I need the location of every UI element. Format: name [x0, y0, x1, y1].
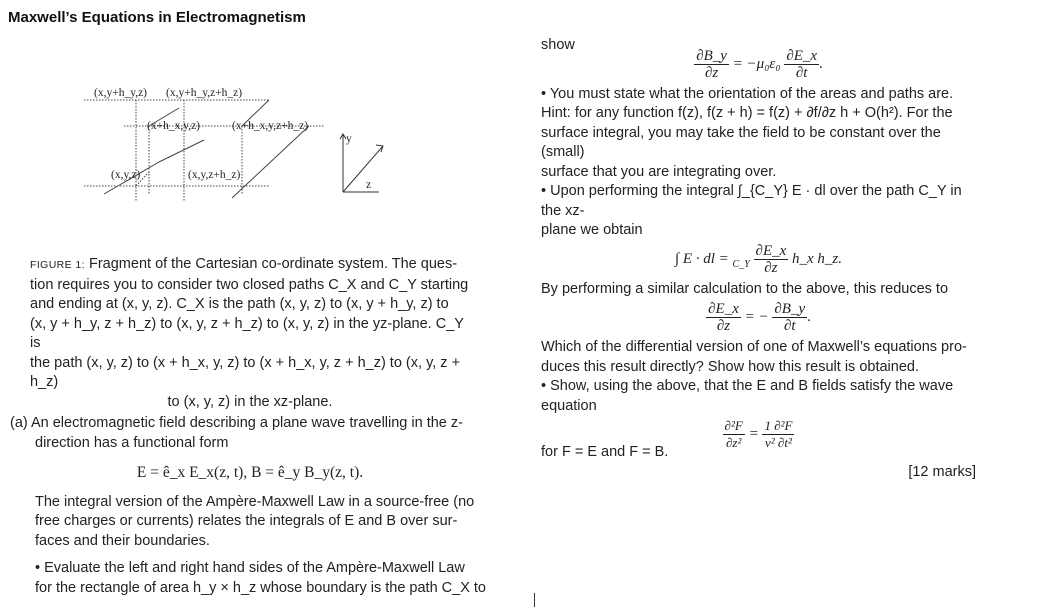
frac-num: ∂E_x: [786, 47, 818, 64]
frac-num: 1 ∂²F: [764, 418, 793, 433]
question-text: Which of the differential version of one of Maxwell’s equations pro-: [541, 339, 967, 355]
label-xyhy-zhz: (x,y+h_y,z+h_z): [166, 87, 243, 99]
frac-num: ∂²F: [724, 418, 743, 433]
text-cursor: [534, 593, 535, 607]
frac-den: ∂z: [704, 64, 719, 81]
eq-integral: ∫ E · dl =: [674, 250, 729, 267]
caption-line: the path (x, y, z) to (x + h_x, y, z) to (x + h_x, y, z + h_z) to (x, y, z + h_z): [30, 354, 461, 390]
eq-operator: = −μ₀ε₀: [732, 55, 781, 72]
part-a-text: The integral version of the Ampère-Maxwell Law in a source-free (no: [35, 493, 475, 510]
frac-num: ∂E_x: [708, 301, 739, 317]
bullet-wave: equation: [541, 397, 597, 414]
caption-line: to (x, y, z) in the xz-plane.: [167, 393, 333, 410]
equation-line-integral: [541, 243, 976, 276]
show-text: show: [541, 37, 575, 53]
bullet-wave: • Show, using the above, that the E and B fields satisfy the wave: [541, 378, 954, 394]
hint-text: surface that you are integrating over.: [541, 163, 777, 180]
frac-den: ∂z: [764, 259, 778, 276]
frac-den: v² ∂t²: [765, 435, 792, 450]
similar-calc-text: By performing a similar calculation to the above, this reduces to: [541, 280, 949, 297]
equation-field-form: E = ê_x E_x(z, t), B = ê_y B_y(z, t).: [136, 464, 364, 481]
axis-label-z: z: [366, 179, 372, 191]
caption-label: FIGURE 1:: [30, 259, 85, 271]
part-a-text: faces and their boundaries.: [35, 532, 210, 549]
hint-text: Hint: for any function f(z), f(z + h) = f(z) + ∂f/∂z h + O(h²). For the: [541, 105, 953, 121]
part-a-text: direction has a functional form: [35, 434, 229, 451]
caption-line: and ending at (x, y, z). C_X is the path (x, y, z) to (x, y + h_y, z) to: [30, 296, 449, 312]
marks-label: [12 marks]: [908, 463, 976, 480]
hint-text: surface integral, you may take the field to be constant over the (small): [541, 124, 941, 160]
eq-operator: = −: [744, 308, 769, 325]
frac-den: ∂z: [716, 318, 731, 334]
frac-num: ∂E_x: [755, 242, 787, 259]
label-xhx-y-zhz: (x+h_x,y,z+h_z): [232, 120, 309, 132]
for-f-text: for F = E and F = B.: [541, 444, 669, 460]
label-xyhy-z: (x,y+h_y,z): [94, 87, 148, 99]
part-a: [10, 414, 490, 598]
label-x-y-zhz: (x,y,z+h_z): [188, 169, 241, 181]
part-a-label: (a): [10, 415, 28, 431]
caption-line: tion requires you to consider two closed paths C_X and C_Y starting: [30, 276, 469, 293]
frac-num: ∂B_y: [696, 47, 727, 64]
axis-label-y: y: [346, 133, 352, 145]
caption-line: (x, y + h_y, z + h_z) to (x, y, z + h_z) to (x, y, z) in the yz-plane. C_Y is: [30, 315, 464, 351]
bullet-integral: plane we obtain: [541, 222, 643, 238]
part-a-text: An electromagnetic field describing a plane wave travelling in the z-: [30, 415, 463, 431]
bullet-integral: • Upon performing the integral ∫_{C_Y} E · dl over the path C_Y in the xz-: [541, 183, 962, 219]
right-column: [541, 36, 976, 482]
eq-integral-sub: C_Y: [732, 258, 750, 270]
bullet-evaluate: • Evaluate the left and right hand sides of the Ampère-Maxwell Law: [35, 560, 465, 576]
cartesian-figure: [84, 82, 404, 207]
bullet-evaluate: for the rectangle of area h_y × h_z whose boundary is the path C_X to: [35, 579, 486, 596]
part-a-text: free charges or currents) relates the integrals of E and B over sur-: [35, 513, 458, 529]
label-xhx-y-z: (x+h_x,y,z): [147, 120, 201, 132]
equation-dex-dz: $\frac{\partial E\_x}{\partial z}$ = − $\frac{\partial B\_y}{\partial t}$ .: [708, 301, 811, 334]
eq-operator: =: [748, 425, 759, 442]
question-text: duces this result directly? Show how this result is obtained.: [541, 358, 919, 375]
page-title: Maxwell’s Equations in Electromagnetism: [8, 9, 306, 26]
figure-caption: [30, 255, 470, 412]
label-origin: (x,y,z): [111, 169, 141, 181]
frac-den: ∂t: [795, 64, 808, 81]
equation-dby-dz: $\frac{\partial B\_y}{\partial z}$ = −μ₀ε₀ $\frac{\partial E\_x}{\partial t}$ .: [696, 47, 823, 81]
eq-tail: h_x h_z.: [792, 250, 843, 267]
bullet-orientation: • You must state what the orientation of the areas and paths are.: [541, 85, 954, 102]
frac-den: ∂t: [783, 318, 796, 334]
frac-den: ∂z²: [725, 435, 742, 450]
caption-line: Fragment of the Cartesian co-ordinate system. The ques-: [88, 256, 458, 272]
frac-num: ∂B_y: [774, 301, 806, 317]
